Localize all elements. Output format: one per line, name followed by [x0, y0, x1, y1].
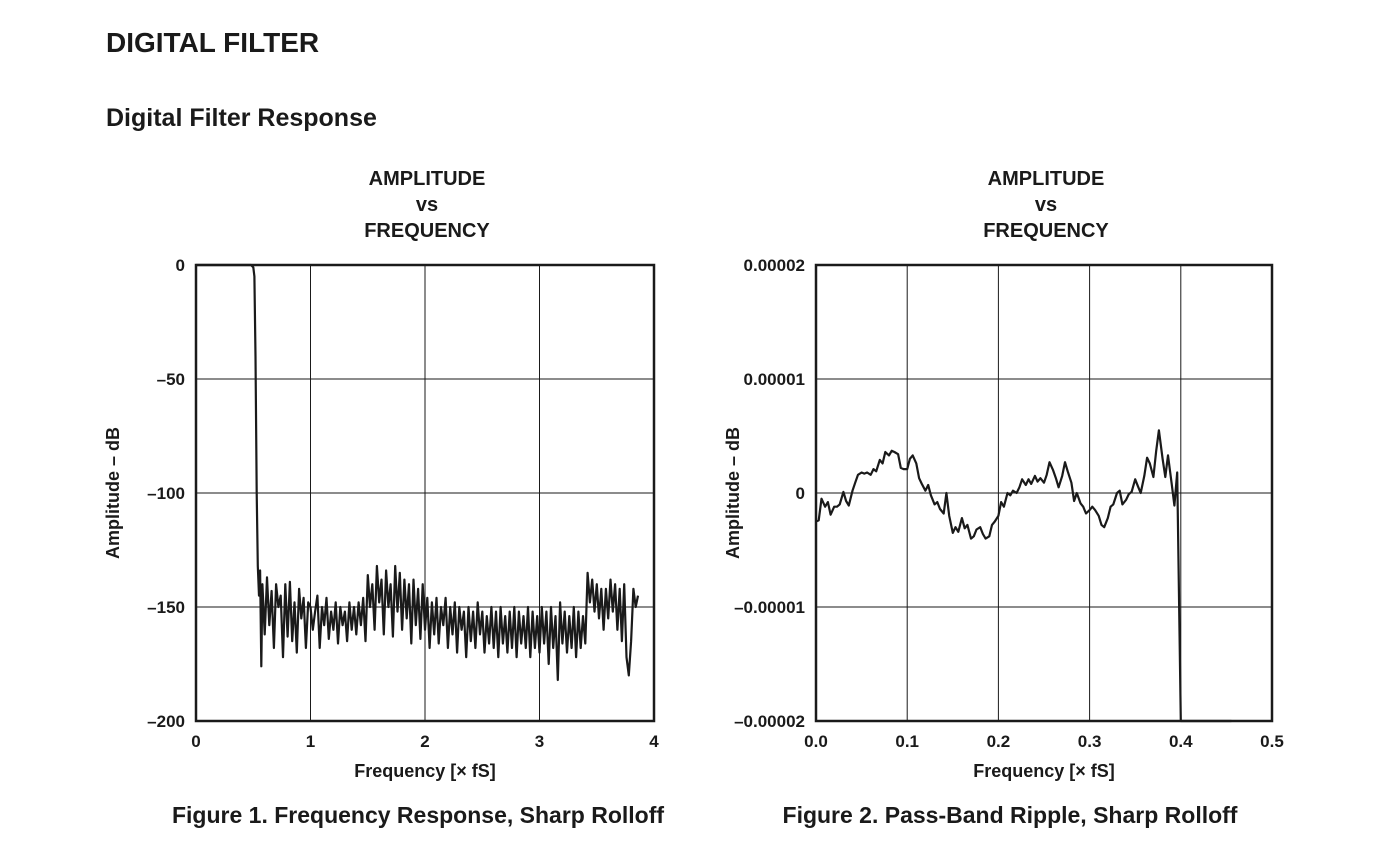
chart2-xtick-label: 0.0	[804, 732, 828, 751]
section-title: DIGITAL FILTER	[106, 27, 320, 58]
chart2-y-axis-label: Amplitude – dB	[723, 426, 743, 560]
chart1-title-line: FREQUENCY	[364, 220, 490, 242]
chart2-xtick-label: 0.1	[895, 732, 920, 751]
chart2-ytick-label: –0.00002	[734, 712, 805, 731]
chart1-xtick-label: 2	[420, 732, 430, 751]
figure-2-caption: Figure 2. Pass-Band Ripple, Sharp Rolloff	[782, 802, 1238, 828]
chart2-series-line	[816, 430, 1231, 721]
chart2-title-line: vs	[1034, 194, 1058, 216]
chart1-x-axis-label: Frequency [× fS]	[354, 761, 496, 781]
chart1-title-line: vs	[415, 194, 439, 216]
chart2-xtick-label: 0.5	[1260, 732, 1284, 751]
chart1-xtick-label: 3	[534, 732, 545, 751]
chart2-ytick-label: –0.00001	[734, 598, 805, 617]
chart2-xtick-label: 0.2	[986, 732, 1011, 751]
figure-1-caption: Figure 1. Frequency Response, Sharp Rolloff	[171, 802, 665, 828]
chart1-xtick-label: 0	[191, 732, 201, 751]
chart1-title-line: AMPLITUDE	[368, 168, 486, 190]
chart2-title-line: FREQUENCY	[983, 220, 1109, 242]
chart1-ytick-label: –100	[147, 484, 185, 503]
chart1-ytick-label: 0	[175, 256, 185, 275]
chart2-xtick-label: 0.3	[1077, 732, 1102, 751]
chart1-ytick-label: –150	[147, 598, 185, 617]
chart2-x-axis-label: Frequency [× fS]	[973, 761, 1115, 781]
chart1-ytick-label: –200	[147, 712, 185, 731]
subsection-title: Digital Filter Response	[106, 104, 377, 132]
chart1-y-axis-label: Amplitude – dB	[103, 426, 123, 560]
chart2-ytick-label: 0	[795, 484, 805, 503]
chart1-xtick-label: 1	[305, 732, 316, 751]
chart2-title-line: AMPLITUDE	[987, 168, 1105, 190]
chart1-series-line	[196, 265, 638, 680]
chart2-xtick-label: 0.4	[1168, 732, 1193, 751]
chart2-ytick-label: 0.00001	[743, 370, 805, 389]
chart2-ytick-label: 0.00002	[743, 256, 805, 275]
chart1-ytick-label: –50	[156, 370, 185, 389]
chart1-xtick-label: 4	[649, 732, 659, 751]
